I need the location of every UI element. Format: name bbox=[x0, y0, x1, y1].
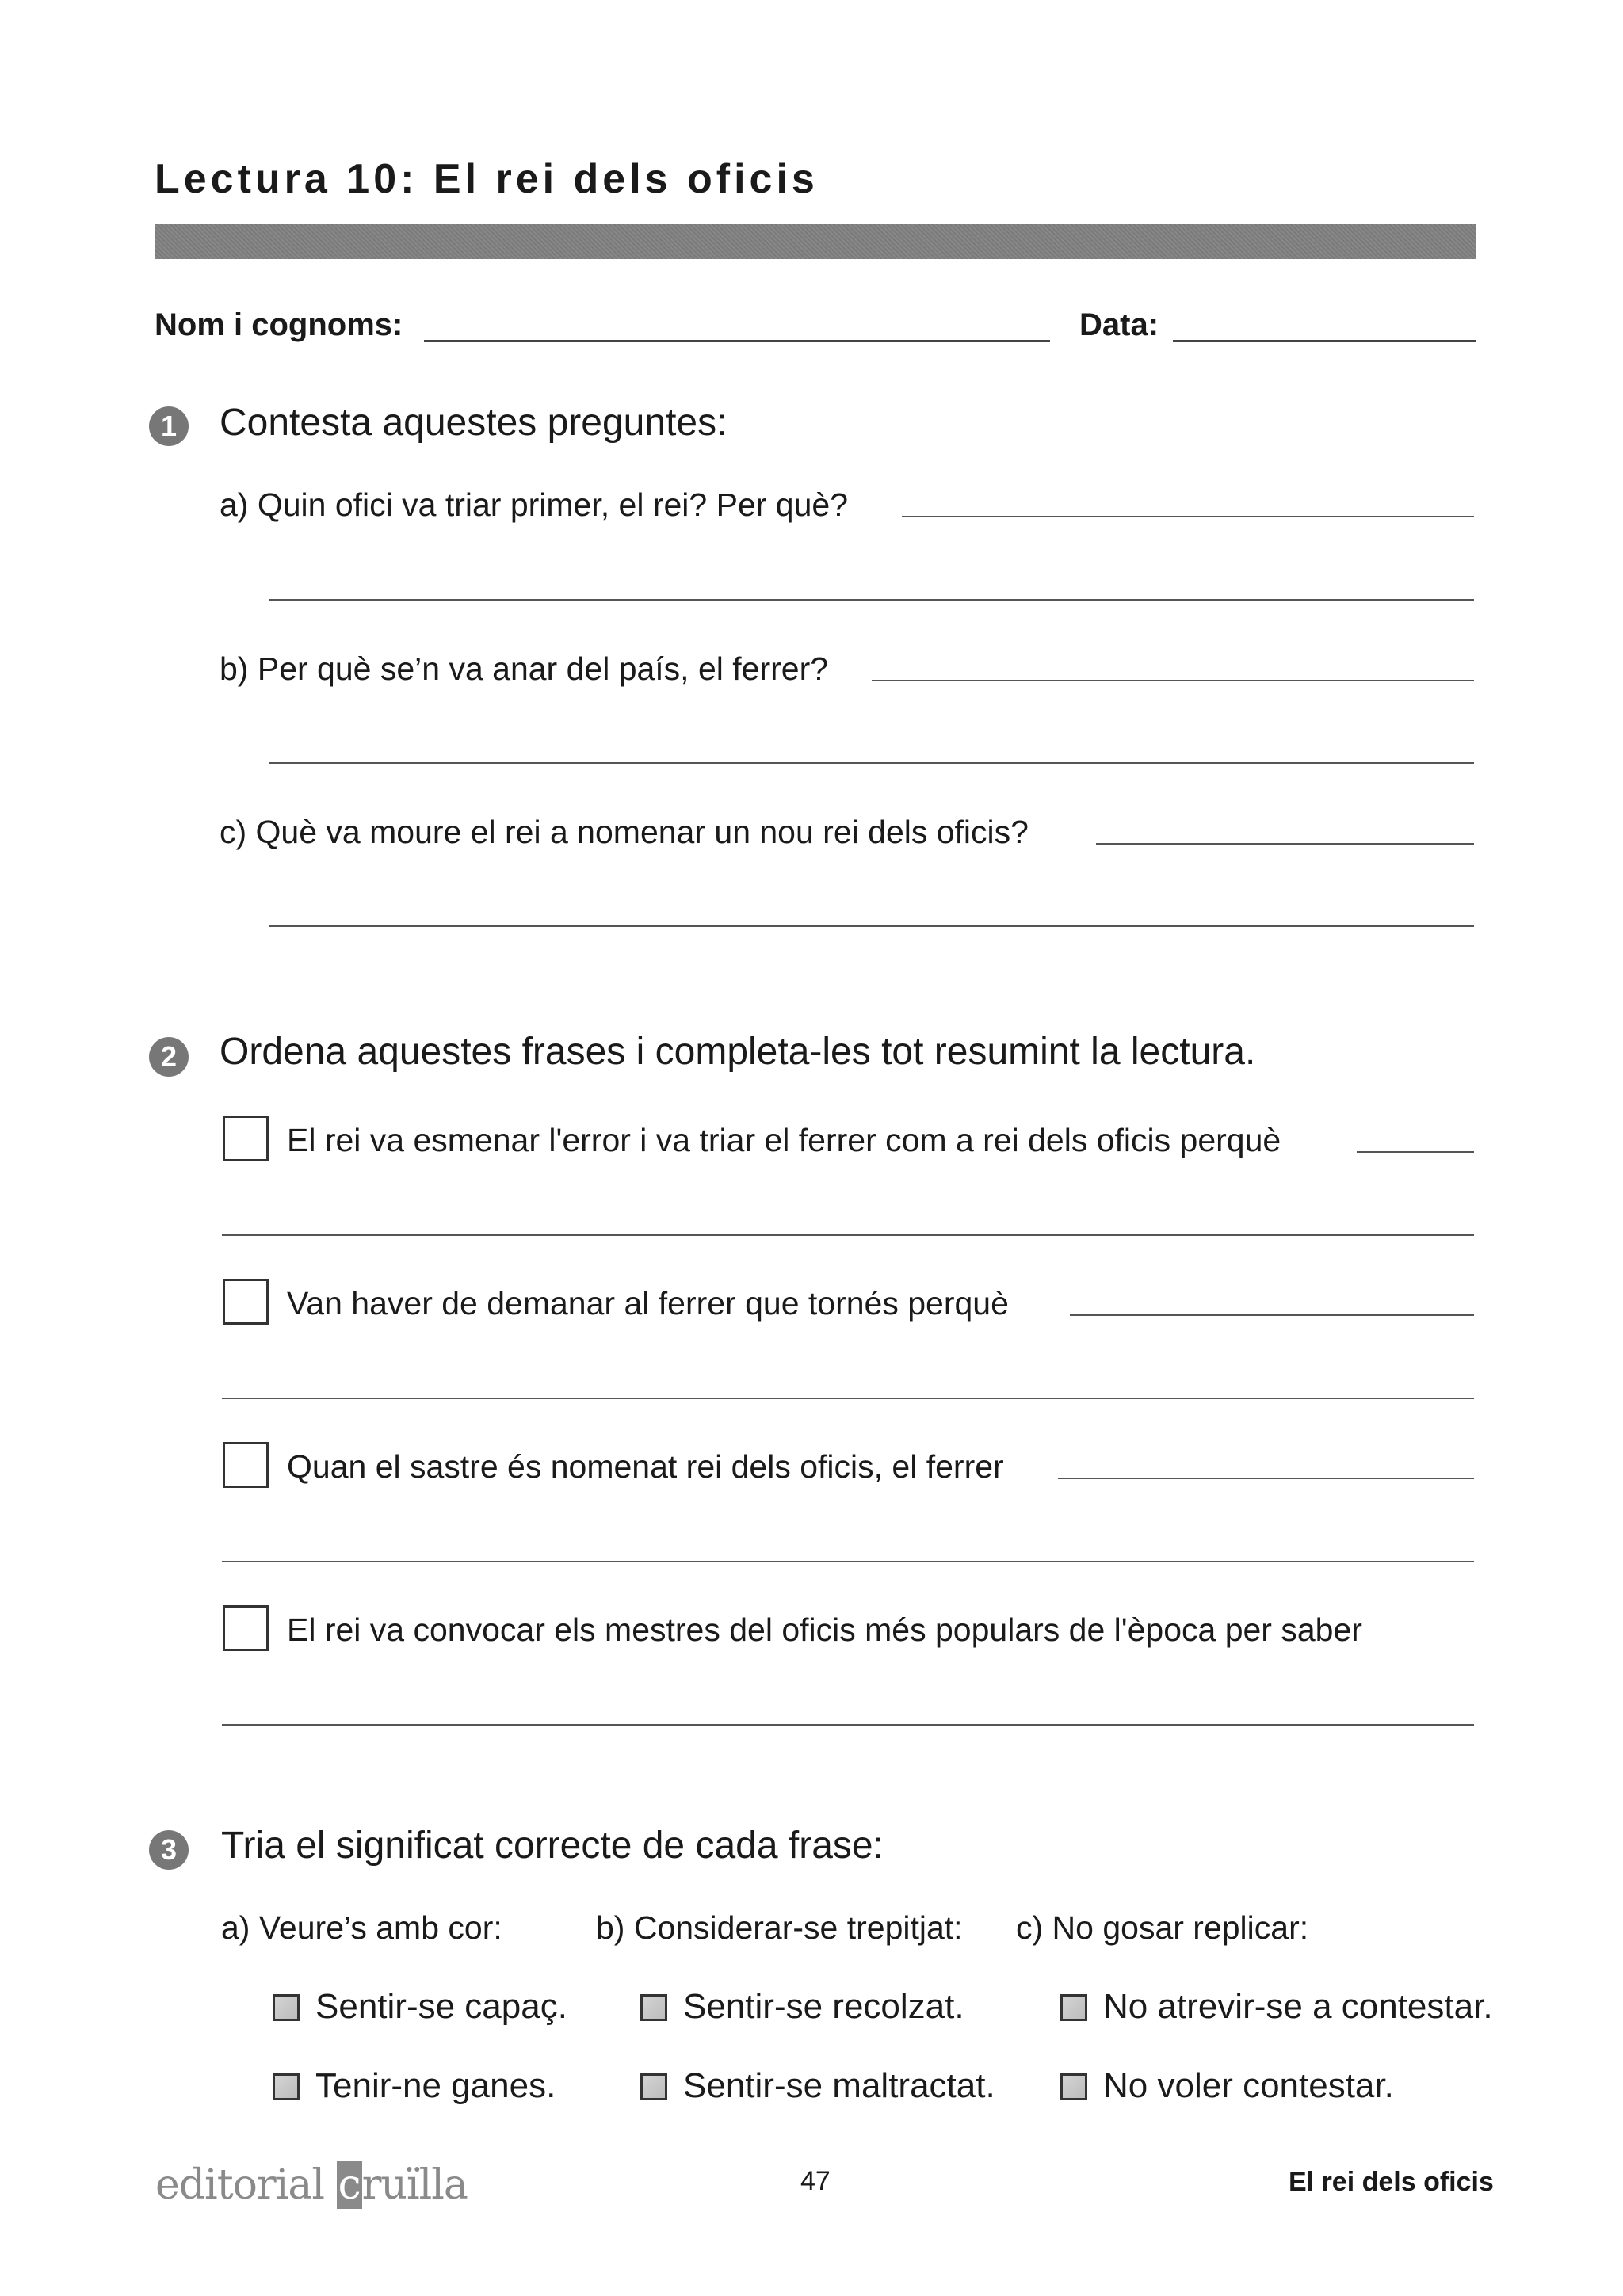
exercise-1-instruction: Contesta aquestes preguntes: bbox=[220, 402, 727, 444]
option-a1-checkbox[interactable] bbox=[273, 1994, 300, 2021]
exercise-1-number-icon: 1 bbox=[149, 406, 189, 446]
option-a1-label: Sentir-se capaç. bbox=[315, 1987, 567, 2026]
sentence-1-line-2[interactable] bbox=[222, 1234, 1474, 1236]
publisher-logo-mark: c bbox=[338, 2161, 361, 2209]
option-b1-label: Sentir-se recolzat. bbox=[683, 1987, 964, 2026]
answer-c-line-1[interactable] bbox=[1096, 843, 1474, 845]
question-b: b) Per què se’n va anar del país, el ferrer? bbox=[220, 650, 829, 687]
order-box-4[interactable] bbox=[223, 1605, 269, 1651]
page-title: Lectura 10: El rei dels oficis bbox=[155, 156, 819, 202]
option-b2-label: Sentir-se maltractat. bbox=[683, 2066, 995, 2105]
answer-c-line-2[interactable] bbox=[269, 925, 1474, 927]
meaning-heading-b: b) Considerar-se trepitjat: bbox=[596, 1909, 963, 1946]
sentence-3: Quan el sastre és nomenat rei dels oficis, el ferrer bbox=[287, 1448, 1004, 1485]
meaning-heading-c: c) No gosar replicar: bbox=[1016, 1909, 1309, 1946]
date-label: Data: bbox=[1079, 307, 1159, 342]
sentence-3-line-2[interactable] bbox=[222, 1561, 1474, 1562]
meaning-heading-a: a) Veure’s amb cor: bbox=[221, 1909, 502, 1946]
option-c2-label: No voler contestar. bbox=[1103, 2066, 1394, 2105]
answer-b-line-1[interactable] bbox=[872, 680, 1474, 681]
title-divider-bar bbox=[155, 224, 1476, 259]
publisher-logo-prefix: editorial bbox=[155, 2161, 337, 2209]
option-a2-checkbox[interactable] bbox=[273, 2073, 300, 2100]
running-title: El rei dels oficis bbox=[1289, 2167, 1494, 2197]
question-a: a) Quin ofici va triar primer, el rei? Per què? bbox=[220, 486, 848, 523]
exercise-2-number-icon: 2 bbox=[149, 1037, 189, 1077]
option-b1-checkbox[interactable] bbox=[640, 1994, 667, 2021]
sentence-3-line-1[interactable] bbox=[1058, 1478, 1474, 1479]
option-c1-checkbox[interactable] bbox=[1060, 1994, 1087, 2021]
sentence-4-line-2[interactable] bbox=[222, 1724, 1474, 1726]
publisher-logo-suffix: ruïlla bbox=[361, 2161, 468, 2209]
sentence-4: El rei va convocar els mestres del oficis més populars de l'època per saber bbox=[287, 1611, 1362, 1648]
sentence-2-line-2[interactable] bbox=[222, 1398, 1474, 1399]
option-c2-checkbox[interactable] bbox=[1060, 2073, 1087, 2100]
exercise-2-instruction: Ordena aquestes frases i completa-les tot resumint la lectura. bbox=[220, 1031, 1256, 1073]
option-c1-label: No atrevir-se a contestar. bbox=[1103, 1987, 1493, 2026]
name-label: Nom i cognoms: bbox=[155, 307, 403, 342]
order-box-2[interactable] bbox=[223, 1279, 269, 1325]
question-c: c) Què va moure el rei a nomenar un nou rei dels oficis? bbox=[220, 814, 1029, 850]
order-box-3[interactable] bbox=[223, 1442, 269, 1488]
option-b2-checkbox[interactable] bbox=[640, 2073, 667, 2100]
sentence-1: El rei va esmenar l'error i va triar el ferrer com a rei dels oficis perquè bbox=[287, 1122, 1281, 1158]
publisher-logo bbox=[155, 2161, 468, 2209]
order-box-1[interactable] bbox=[223, 1116, 269, 1161]
answer-a-line-2[interactable] bbox=[269, 599, 1474, 601]
date-field[interactable] bbox=[1173, 340, 1476, 342]
sentence-2-line-1[interactable] bbox=[1070, 1314, 1474, 1316]
option-a2-label: Tenir-ne ganes. bbox=[315, 2066, 556, 2105]
sentence-2: Van haver de demanar al ferrer que tornés perquè bbox=[287, 1285, 1009, 1322]
sentence-1-line-1[interactable] bbox=[1357, 1151, 1474, 1153]
answer-a-line-1[interactable] bbox=[902, 516, 1474, 517]
exercise-3-number-icon: 3 bbox=[149, 1830, 189, 1870]
name-field[interactable] bbox=[424, 340, 1050, 342]
exercise-3-instruction: Tria el significat correcte de cada frase: bbox=[221, 1825, 884, 1867]
page-number: 47 bbox=[800, 2166, 831, 2196]
answer-b-line-2[interactable] bbox=[269, 762, 1474, 764]
